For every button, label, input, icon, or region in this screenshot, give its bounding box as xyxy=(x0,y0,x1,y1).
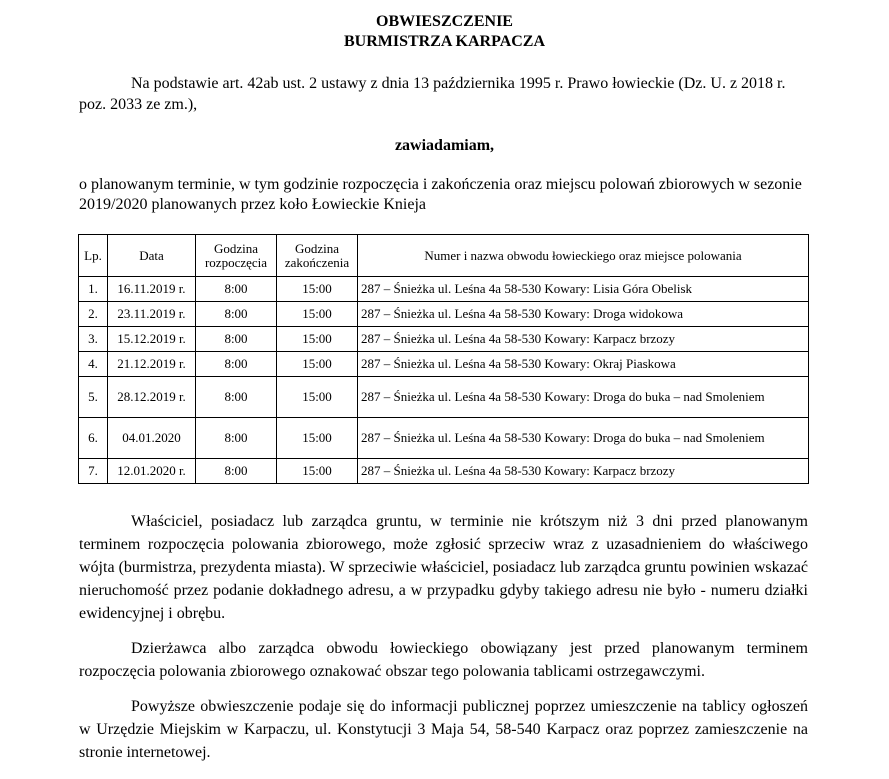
cell-location: 287 – Śnieżka ul. Leśna 4a 58-530 Kowary: Droga widokowa xyxy=(358,302,809,327)
header-start-time: Godzina rozpoczęcia xyxy=(196,235,277,277)
cell-end: 15:00 xyxy=(277,327,358,352)
cell-date: 15.12.2019 r. xyxy=(108,327,196,352)
header-date: Data xyxy=(108,235,196,277)
document-title: OBWIESZCZENIE xyxy=(376,13,513,30)
cell-location: 287 – Śnieżka ul. Leśna 4a 58-530 Kowary: Droga do buka – nad Smoleniem xyxy=(358,418,809,459)
cell-start: 8:00 xyxy=(196,302,277,327)
subject-paragraph: o planowanym terminie, w tym godzinie rozpoczęcia i zakończenia oraz miejscu polowań zbiorowych w sezonie 2019/2020 planowanych przez koło Łowieckie Knieja xyxy=(79,176,802,213)
cell-lp: 3. xyxy=(79,327,108,352)
cell-date: 21.12.2019 r. xyxy=(108,352,196,377)
cell-location: 287 – Śnieżka ul. Leśna 4a 58-530 Kowary: Karpacz brzozy xyxy=(358,459,809,484)
cell-date: 23.11.2019 r. xyxy=(108,302,196,327)
document-issuer: BURMISTRZA KARPACZA xyxy=(343,33,546,50)
cell-start: 8:00 xyxy=(196,277,277,302)
header-location: Numer i nazwa obwodu łowieckiego oraz miejsce polowania xyxy=(358,235,809,277)
table-header-row xyxy=(79,235,809,277)
cell-end: 15:00 xyxy=(277,459,358,484)
legal-basis-paragraph: Na podstawie art. 42ab ust. 2 ustawy z dnia 13 października 1995 r. Prawo łowieckie (Dz. U. z 2018 r. poz. 2033 ze zm.), xyxy=(79,75,786,113)
cell-end: 15:00 xyxy=(277,302,358,327)
cell-start: 8:00 xyxy=(196,327,277,352)
table-row xyxy=(79,277,809,302)
cell-lp: 5. xyxy=(79,377,108,418)
cell-start: 8:00 xyxy=(196,459,277,484)
header-end-time: Godzina zakończenia xyxy=(277,235,358,277)
header-lp: Lp. xyxy=(79,235,108,277)
cell-location: 287 – Śnieżka ul. Leśna 4a 58-530 Kowary: Droga do buka – nad Smoleniem xyxy=(358,377,809,418)
cell-location: 287 – Śnieżka ul. Leśna 4a 58-530 Kowary: Okraj Piaskowa xyxy=(358,352,809,377)
cell-end: 15:00 xyxy=(277,377,358,418)
cell-lp: 2. xyxy=(79,302,108,327)
cell-date: 16.11.2019 r. xyxy=(108,277,196,302)
cell-lp: 1. xyxy=(79,277,108,302)
table-row xyxy=(79,302,809,327)
announcement-word: zawiadamiam, xyxy=(394,137,495,154)
cell-date: 12.01.2020 r. xyxy=(108,459,196,484)
hunts-schedule-table xyxy=(78,234,809,484)
cell-start: 8:00 xyxy=(196,352,277,377)
cell-lp: 7. xyxy=(79,459,108,484)
cell-start: 8:00 xyxy=(196,418,277,459)
cell-start: 8:00 xyxy=(196,377,277,418)
table-row xyxy=(79,377,809,418)
table-row xyxy=(79,327,809,352)
leaseholder-duty-paragraph: Dzierżawca albo zarządca obwodu łowieckiego obowiązany jest przed planowanym terminem rozpoczęcia polowania zbiorowego oznakować obszar tego polowania tablicami ostrzegawczymi. xyxy=(79,640,808,680)
cell-date: 04.01.2020 xyxy=(108,418,196,459)
table-row xyxy=(79,459,809,484)
cell-end: 15:00 xyxy=(277,277,358,302)
cell-end: 15:00 xyxy=(277,352,358,377)
owner-objection-paragraph: Właściciel, posiadacz lub zarządca gruntu, w terminie nie krótszym niż 3 dni przed planowanym terminem rozpoczęcia polowania zbiorowego, może zgłosić sprzeciw wraz z uzasadnieniem do właściwego wójta (burmistrza, prezydenta miasta). W sprzeciwie właściciel, posiadacz lub zarządca gruntu powinien wskazać nieruchomość przez podanie dokładnego adresu, a w przypadku gdyby takiego adresu nie było - numeru działki ewidencyjnej i obrębu. xyxy=(79,513,808,622)
publication-paragraph: Powyższe obwieszczenie podaje się do informacji publicznej poprzez umieszczenie na tablicy ogłoszeń w Urzędzie Miejskim w Karpaczu, ul. Konstytucji 3 Maja 54, 58-540 Karpacz oraz poprzez zamieszczenie na stronie internetowej. xyxy=(79,698,808,761)
cell-lp: 6. xyxy=(79,418,108,459)
cell-location: 287 – Śnieżka ul. Leśna 4a 58-530 Kowary: Lisia Góra Obelisk xyxy=(358,277,809,302)
cell-location: 287 – Śnieżka ul. Leśna 4a 58-530 Kowary: Karpacz brzozy xyxy=(358,327,809,352)
cell-end: 15:00 xyxy=(277,418,358,459)
cell-date: 28.12.2019 r. xyxy=(108,377,196,418)
table-row xyxy=(79,352,809,377)
table-row xyxy=(79,418,809,459)
cell-lp: 4. xyxy=(79,352,108,377)
